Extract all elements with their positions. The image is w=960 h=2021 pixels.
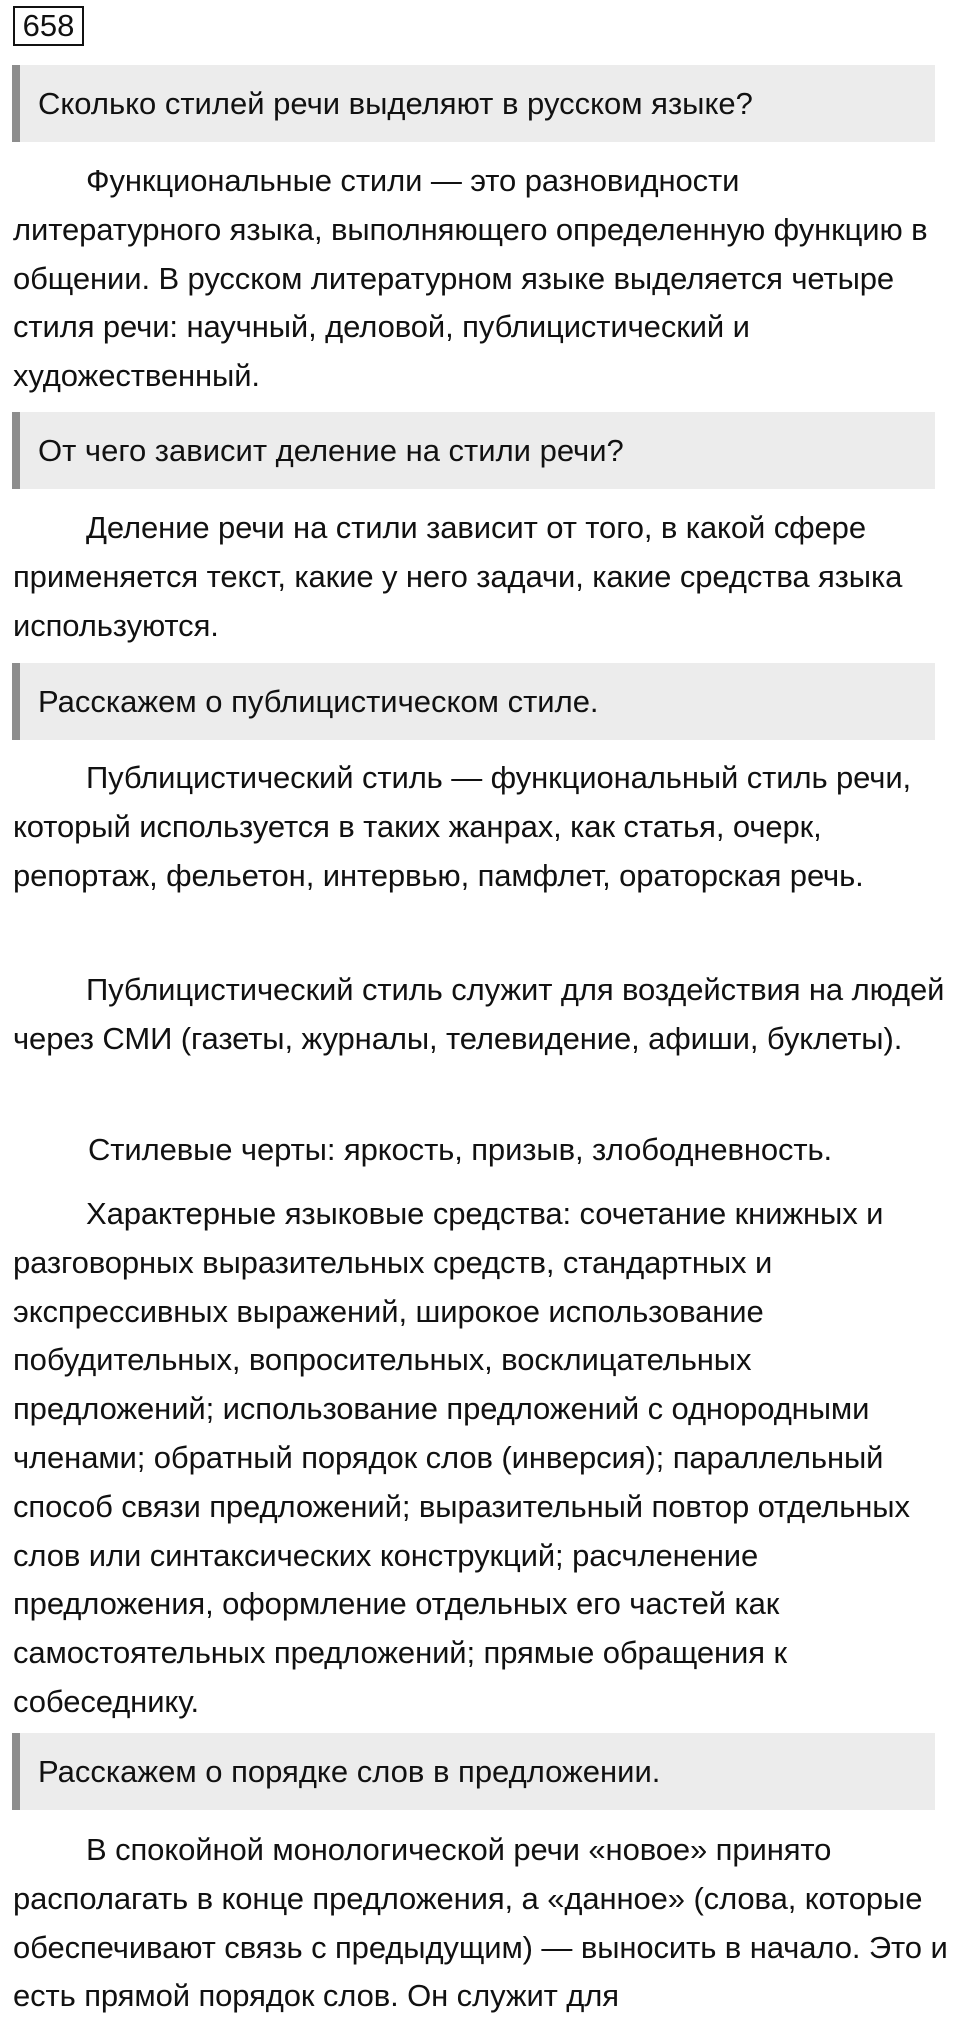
question-heading: Расскажем о публицистическом стиле. <box>12 663 935 740</box>
answer-paragraph: Характерные языковые средства: сочетание книжных и разговорных выразительных средств, стандартных и экспрессивных выражений, широкое использование побудительных, вопросительных, восклицательных предложений; использование предложений с однородными членами; обратный порядок слов (инверсия); параллельный способ связи предложений; выразительный повтор отдельных слов или синтаксических конструкций; расчленение предложения, оформление отдельных его частей как самостоятельных предложений; прямые обращения к собеседнику. <box>13 1196 910 1719</box>
answer-paragraph: Стилевые черты: яркость, призыв, злободневность. <box>88 1132 833 1167</box>
question-heading: Сколько стилей речи выделяют в русском языке? <box>12 65 935 142</box>
answer-paragraph: В спокойной монологической речи «новое» принято располагать в конце предложения, а «данное» (слова, которые обеспечивают связь с предыдущим) — выносить в начало. Это и есть прямой порядок слов. Он служит для <box>13 1832 948 2014</box>
answer-paragraph: Публицистический стиль — функциональный стиль речи, который используется в таких жанрах, как статья, очерк, репортаж, фельетон, интервью, памфлет, ораторская речь. <box>13 760 912 893</box>
question-heading: От чего зависит деление на стили речи? <box>12 412 935 489</box>
answer-paragraph: Деление речи на стили зависит от того, в какой сфере применяется текст, какие у него задачи, какие средства языка используются. <box>13 510 903 643</box>
task-number: 658 <box>13 6 84 46</box>
answer-paragraph: Функциональные стили — это разновидности литературного языка, выполняющего определенную функцию в общении. В русском литературном языке выделяется четыре стиля речи: научный, деловой, публицистический и художественный. <box>13 163 928 394</box>
question-heading: Расскажем о порядке слов в предложении. <box>12 1733 935 1810</box>
answer-paragraph: Публицистический стиль служит для воздействия на людей через СМИ (газеты, журналы, телевидение, афиши, буклеты). <box>13 972 945 1056</box>
